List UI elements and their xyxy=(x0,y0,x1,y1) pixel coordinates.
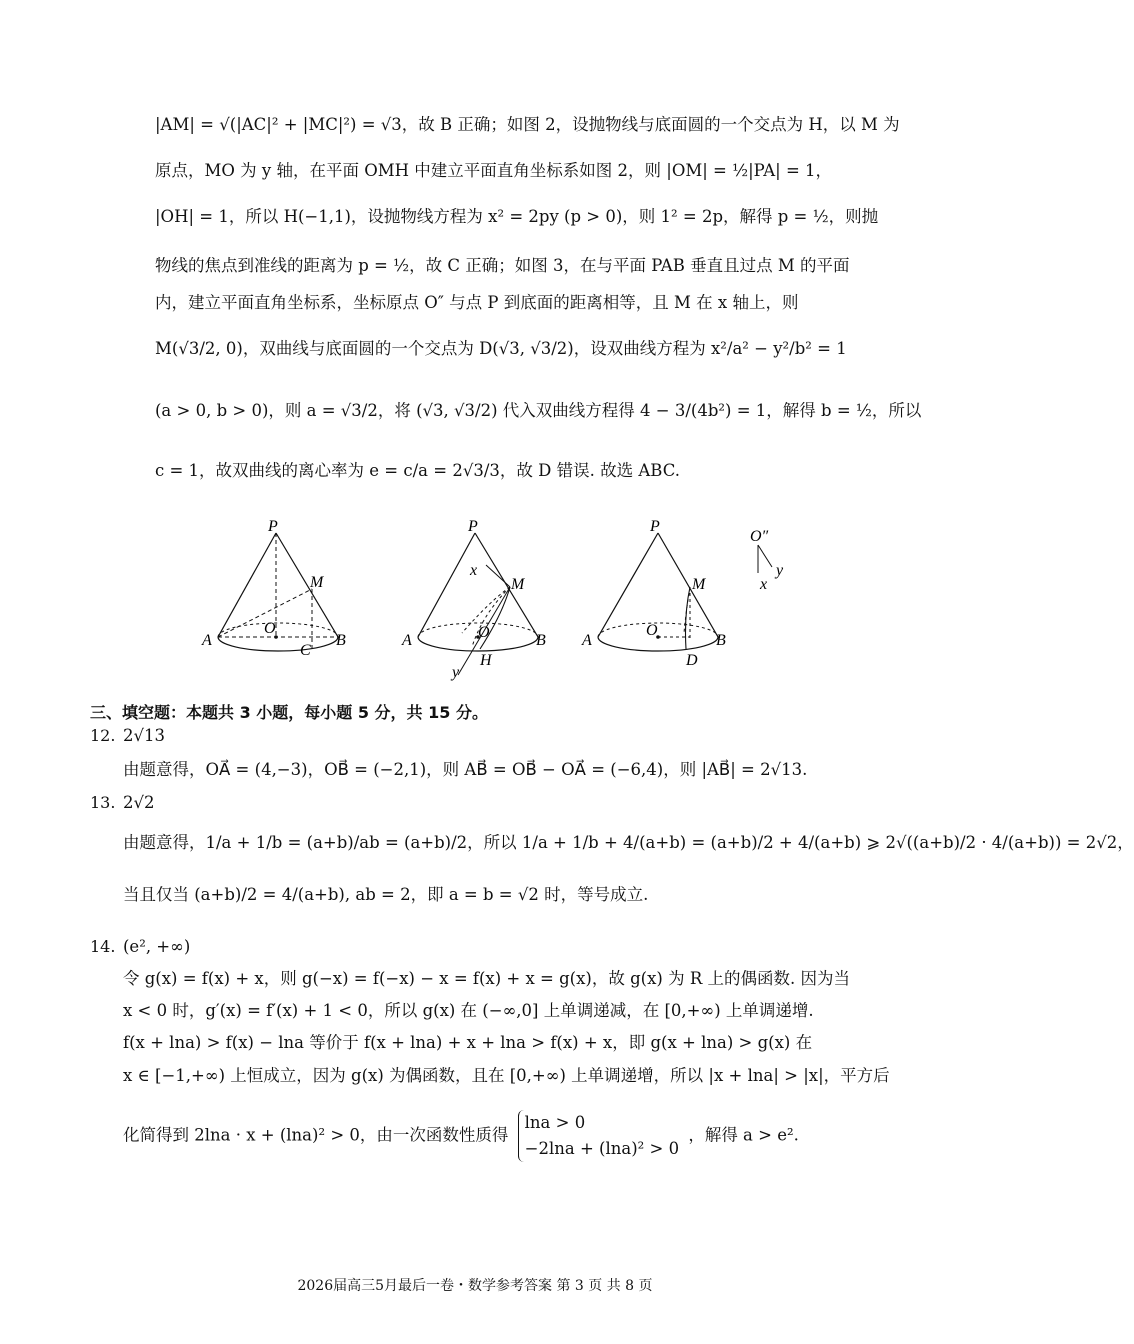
q14-solution-1: 令 g(x) = f(x) + x，则 g(−x) = f(−x) − x = f(x) + x = g(x)，故 g(x) 为 R 上的偶函数. 因为当 xyxy=(123,969,850,988)
solution-line-5: 内，建立平面直角坐标系，坐标原点 O″ 与点 P 到底面的距离相等，且 M 在 x 轴上，则 xyxy=(155,293,799,312)
solution-line-1: |AM| = √(|AC|² + |MC|²) = √3，故 B 正确；如图 2，设抛物线与底面圆的一个交点为 H，以 M 为 xyxy=(155,115,900,134)
axis-label-origin: O″ xyxy=(750,528,769,545)
q14-answer: (e², +∞) xyxy=(123,937,191,956)
figure-2-cone xyxy=(401,518,546,681)
fig2-label-x: x xyxy=(470,562,478,579)
fig2-label-m: M xyxy=(511,576,525,593)
solution-line-6: M(√3/2, 0)，双曲线与底面圆的一个交点为 D(√3, √3/2)，设双曲线方程为 x²/a² − y²/b² = 1 xyxy=(155,339,847,358)
fig1-label-o: O xyxy=(264,620,276,637)
cone-figures xyxy=(190,515,810,685)
fig3-label-b: B xyxy=(716,632,726,649)
q14-case-1: lna > 0 xyxy=(524,1113,586,1132)
solution-line-3: |OH| = 1，所以 H(−1,1)，设抛物线方程为 x² = 2py (p > 0)，则 1² = 2p，解得 p = ½，则抛 xyxy=(155,207,879,226)
q13-number: 13. xyxy=(90,793,116,812)
solution-line-7: (a > 0, b > 0)，则 a = √3/2，将 (√3, √3/2) 代入双曲线方程得 4 − 3/(4b²) = 1，解得 b = ½，所以 xyxy=(155,401,922,420)
fig2-label-y: y xyxy=(452,664,460,681)
fig2-label-a: A xyxy=(402,632,412,649)
fig1-label-m: M xyxy=(310,574,324,591)
fig3-label-d: D xyxy=(686,652,698,669)
axis-label-x: x xyxy=(760,576,768,593)
q12-solution: 由题意得，OA⃗ = (4,−3)，OB⃗ = (−2,1)，则 AB⃗ = OB⃗ − OA⃗ = (−6,4)，则 |AB⃗| = 2√13. xyxy=(123,760,808,779)
q14-number: 14. xyxy=(90,937,116,956)
q12-answer: 2√13 xyxy=(123,726,166,745)
fig1-label-b: B xyxy=(336,632,346,649)
q14-solution-3: f(x + lna) > f(x) − lna 等价于 f(x + lna) + x + lna > f(x) + x，即 g(x + lna) > g(x) 在 xyxy=(123,1033,813,1052)
axis-label-y: y xyxy=(776,562,784,579)
q13-answer: 2√2 xyxy=(123,793,155,812)
q12-number: 12. xyxy=(90,726,116,745)
fig3-label-o: O xyxy=(646,622,658,639)
fig3-label-p: P xyxy=(650,518,660,535)
solution-line-2: 原点，MO 为 y 轴，在平面 OMH 中建立平面直角坐标系如图 2，则 |OM| = ½|PA| = 1， xyxy=(155,161,833,180)
q13-solution-1: 由题意得，1/a + 1/b = (a+b)/ab = (a+b)/2，所以 1/a + 1/b + 4/(a+b) = (a+b)/2 + 4/(a+b) ⩾ 2√((a+b)/2 · 4/(a+b)) = 2√2， xyxy=(123,833,1134,852)
solution-line-4: 物线的焦点到准线的距离为 p = ½，故 C 正确；如图 3，在与平面 PAB 垂直且过点 M 的平面 xyxy=(155,256,850,275)
coordinate-axes xyxy=(750,528,784,593)
q14-case-2: −2lna + (lna)² > 0 xyxy=(524,1139,680,1158)
fig1-label-a: A xyxy=(202,632,212,649)
fig2-label-b: B xyxy=(536,632,546,649)
fig2-label-o: O xyxy=(478,624,490,641)
figure-1-cone xyxy=(201,518,346,659)
page-footer: 2026届高三5月最后一卷・数学参考答案 第 3 页 共 8 页 xyxy=(297,1278,653,1294)
fig1-label-c: C xyxy=(300,642,311,659)
fig2-label-p: P xyxy=(468,518,478,535)
solution-line-8: c = 1，故双曲线的离心率为 e = c/a = 2√3/3，故 D 错误. 故选 ABC. xyxy=(155,461,680,480)
q14-solution-2: x < 0 时，g′(x) = f′(x) + 1 < 0，所以 g(x) 在 (−∞,0] 上单调递减，在 [0,+∞) 上单调递增. xyxy=(123,1001,814,1020)
q14-line5-prefix: 化简得到 2lna · x + (lna)² > 0，由一次函数性质得 xyxy=(123,1125,509,1145)
q14-line5-suffix: ，解得 a > e². xyxy=(688,1125,799,1145)
section-title: 三、填空题：本题共 3 小题，每小题 5 分，共 15 分。 xyxy=(90,703,488,722)
q14-solution-5 xyxy=(123,1110,799,1162)
fig2-label-h: H xyxy=(480,652,492,669)
fig3-label-a: A xyxy=(582,632,592,649)
q13-solution-2: 当且仅当 (a+b)/2 = 4/(a+b), ab = 2，即 a = b = √2 时，等号成立. xyxy=(123,885,649,904)
q14-solution-4: x ∈ [−1,+∞) 上恒成立，因为 g(x) 为偶函数，且在 [0,+∞) 上单调递增，所以 |x + lna| > |x|，平方后 xyxy=(123,1066,890,1085)
fig3-label-m: M xyxy=(692,576,706,593)
figure-3-cone xyxy=(581,518,726,669)
fig1-label-p: P xyxy=(268,518,278,535)
